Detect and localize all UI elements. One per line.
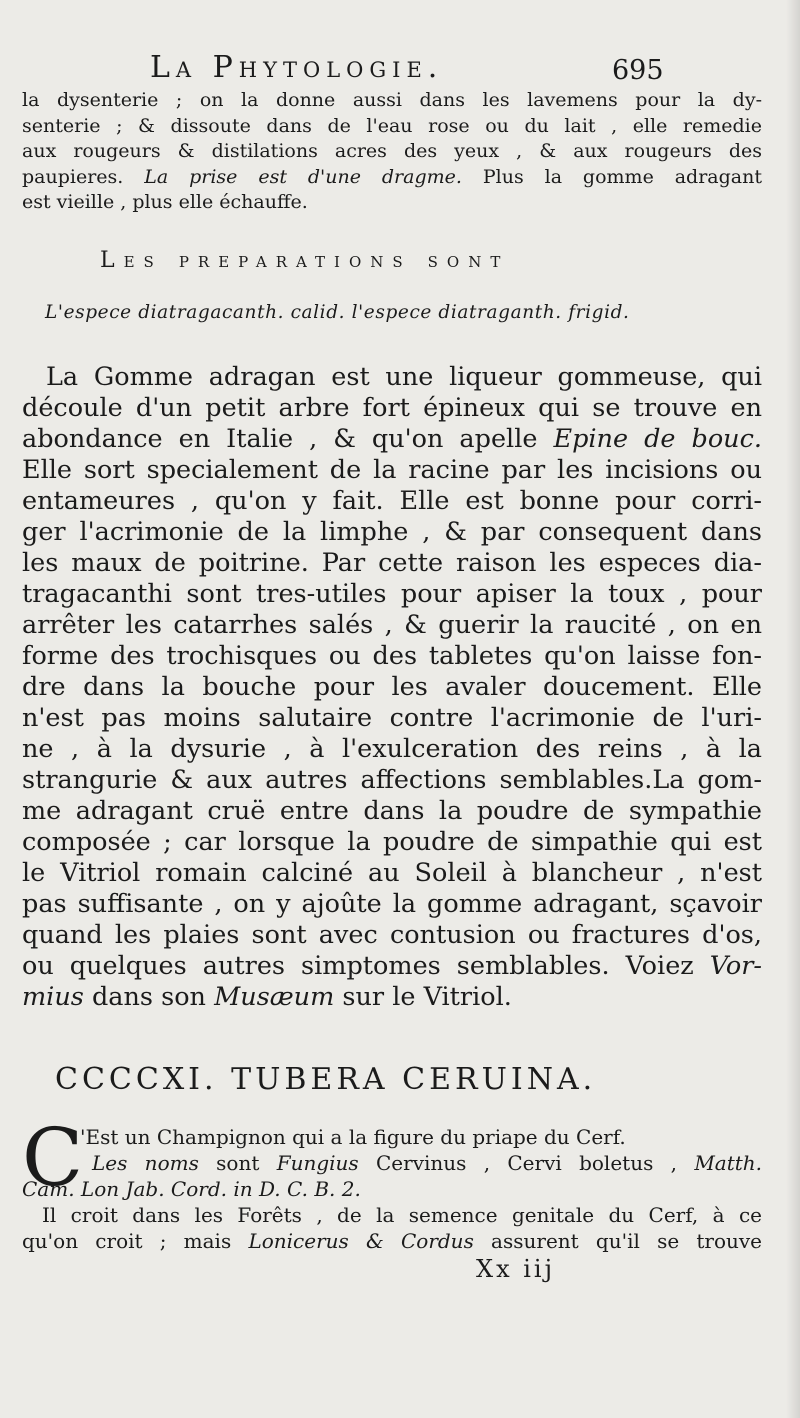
text-run: ou quelques autres simptomes semblables. Voiez — [22, 951, 694, 981]
page-edge-shadow — [786, 0, 800, 1418]
running-title: La Phytologie. — [150, 50, 444, 85]
dose-note: La prise est d'une dragme. — [144, 165, 462, 188]
preparations-heading: Les preparations sont — [100, 248, 510, 273]
text-line: la dysenterie ; on la donne aussi dans les lavemens pour la dy- — [22, 89, 762, 111]
text-line: pas suffisante , on y ajoûte la gomme adragant, sçavoir — [22, 889, 762, 919]
text-line: entameures , qu'on y fait. Elle est bonne pour corri- — [22, 486, 762, 516]
text-line: composée ; car lorsque la poudre de simpathie qui est — [22, 827, 762, 857]
text-run: Plus la gomme adragant — [482, 165, 762, 188]
text-line: dre dans la bouche pour les avaler doucement. Elle — [22, 672, 762, 702]
text-line: forme des trochisques ou des tabletes qu'on laisse fon- — [22, 641, 762, 671]
text-line: Elle sort specialement de la racine par les incisions ou — [22, 455, 762, 485]
text-line: le Vitriol romain calciné au Soleil à blancheur , n'est — [22, 858, 762, 888]
text-line — [22, 1150, 762, 1176]
text-run: sont — [216, 1151, 260, 1175]
preparations-list: L'espece diatragacanth. calid. l'espece diatraganth. frigid. — [45, 302, 630, 323]
text-line: arrêter les catarrhes salés , & guerir la raucité , on en — [22, 610, 762, 640]
text-line — [22, 165, 762, 191]
text-line: est vieille , plus elle échauffe. — [22, 191, 308, 213]
page-number: 695 — [612, 55, 664, 86]
text-run: abondance en Italie , & qu'on apelle — [22, 424, 538, 454]
text-run: qu'on croit ; mais — [22, 1229, 232, 1253]
text-run: Les noms — [92, 1151, 199, 1175]
text-line: strangurie & aux autres affections semblables.La gom- — [22, 765, 762, 795]
author-name: mius — [22, 982, 84, 1012]
text-line — [22, 982, 762, 1013]
author-name: Matth. — [694, 1151, 762, 1175]
text-run: paupieres. — [22, 165, 124, 188]
text-line: quand les plaies sont avec contusion ou fractures d'os, — [22, 920, 762, 950]
text-line: découle d'un petit arbre fort épineux qui se trouve en — [22, 393, 762, 423]
text-line — [22, 1228, 762, 1254]
chapter-paragraph — [22, 1124, 762, 1254]
text-line — [22, 951, 762, 982]
drop-cap: C — [22, 1111, 84, 1204]
text-line: ne , à la dysurie , à l'exulceration des reins , à la — [22, 734, 762, 764]
text-line: La Gomme adragan est une liqueur gommeuse, qui — [46, 362, 762, 392]
author-names: Lonicerus & Cordus — [248, 1229, 474, 1253]
chapter-title: CCCCXI. TUBERA CERUINA. — [55, 1062, 597, 1097]
text-run: Fungius — [276, 1151, 359, 1175]
main-paragraph — [22, 362, 762, 1013]
text-run: assurent qu'il se trouve — [491, 1229, 762, 1253]
text-line: 'Est un Champignon qui a la figure du priape du Cerf. — [80, 1125, 626, 1149]
text-line: ger l'acrimonie de la limphe , & par consequent dans — [22, 517, 762, 547]
text-line: me adragant cruë entre dans la poudre de sympathie — [22, 796, 762, 826]
text-line: les maux de poitrine. Par cette raison les especes dia- — [22, 548, 762, 578]
text-line: n'est pas moins salutaire contre l'acrimonie de l'uri- — [22, 703, 762, 733]
book-title: Musæum — [214, 982, 335, 1012]
text-line: senterie ; & dissoute dans de l'eau rose ou du lait , elle remedie — [22, 114, 762, 137]
plant-name: Epine de bouc. — [553, 424, 762, 454]
text-line: aux rougeurs & distilations acres des yeux , & aux rougeurs des — [22, 140, 762, 162]
intro-paragraph — [22, 88, 762, 216]
text-line: tragacanthi sont tres-utiles pour apiser la toux , pour — [22, 579, 762, 609]
text-run: sur le Vitriol. — [342, 982, 512, 1012]
text-line — [22, 424, 762, 455]
author-name: Vor- — [709, 951, 762, 981]
text-line: Il croit dans les Forêts , de la semence genitale du Cerf, à ce — [42, 1203, 762, 1227]
text-run: Cervinus , Cervi boletus , — [376, 1151, 678, 1175]
text-run: dans son — [91, 982, 206, 1012]
catchword-signature: Xx iij — [476, 1255, 556, 1283]
text-line: Cam. Lon Jab. Cord. in D. C. B. 2. — [22, 1177, 361, 1201]
